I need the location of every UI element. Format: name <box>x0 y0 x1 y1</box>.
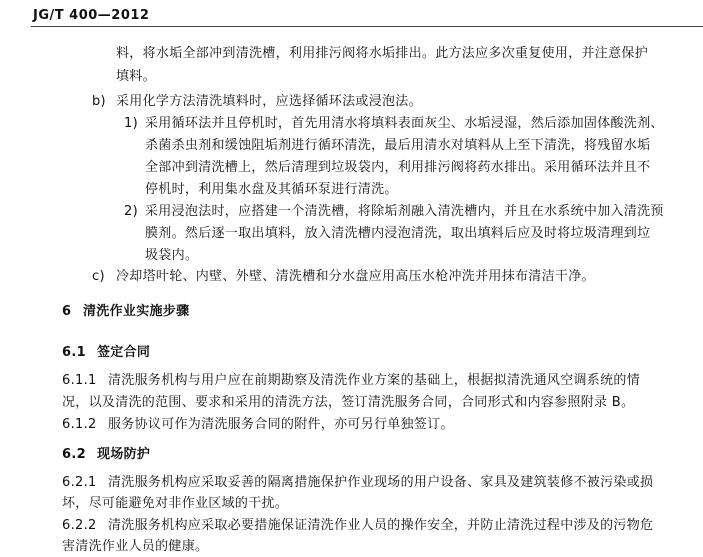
clause-6-2-1-line-1: 清洗服务机构应采取妥善的隔离措施保护作业现场的用户设备、家具及建筑装修不被污染或损 <box>108 475 654 490</box>
clause-6-2-1-number: 6.2.1 <box>62 475 97 490</box>
sub-item-2-line-1: 采用浸泡法时，应搭建一个清洗槽，将除垢剂融入清洗槽内，并且在水系统中加入清洗预 <box>145 204 664 219</box>
clause-6-2-2-number: 6.2.2 <box>62 518 97 533</box>
section-6-number: 6 <box>62 304 72 319</box>
clause-6-1-2-number: 6.1.2 <box>62 417 97 432</box>
clause-6-2-1-line-2: 坏，尽可能避免对非作业区域的干扰。 <box>62 496 289 511</box>
clause-6-1-1-line-2: 况，以及清洗的范围、要求和采用的清洗方法，签订清洗服务合同，合同形式和内容参照附录 B。 <box>62 395 635 410</box>
sub-item-1-line-2: 杀菌杀虫剂和缓蚀阻垢剂进行循环清洗，最后用清水对填料从上至下清洗，将残留水垢 <box>145 138 651 153</box>
sub-item-1-line-4: 停机时，利用集水盘及其循环泵进行清洗。 <box>145 182 398 197</box>
standard-code-header: JG/T 400—2012 <box>33 8 150 23</box>
sub-item-1-line-3: 全部冲到清洗槽上，然后清理到垃圾袋内，利用排污阀将药水排出。采用循环法并且不 <box>145 160 651 175</box>
section-6-title: 清洗作业实施步骤 <box>83 304 190 319</box>
sub-item-2-line-2: 膜剂。然后逐一取出填料，放入清洗槽内浸泡清洗，取出填料后应及时将垃圾清理到垃 <box>145 226 651 241</box>
sub-item-1-line-1: 采用循环法并且停机时，首先用清水将填料表面灰尘、水垢浸湿，然后添加固体酸洗剂、 <box>145 116 664 131</box>
clause-6-1-2-text: 服务协议可作为清洗服务合同的附件，亦可另行单独签订。 <box>108 417 454 432</box>
clause-6-1-1-number: 6.1.1 <box>62 373 97 388</box>
subsection-6-2-title: 现场防护 <box>97 447 151 462</box>
subsection-6-1-number: 6.1 <box>62 345 86 360</box>
intro-line-1: 料，将水垢全部冲到清洗槽，利用排污阀将水垢排出。此方法应多次重复使用，并注意保护 <box>116 46 649 61</box>
clause-6-2-2-line-1: 清洗服务机构应采取必要措施保证清洗作业人员的操作安全，并防止清洗过程中涉及的污物危 <box>108 518 654 533</box>
sub-item-1-marker: 1) <box>124 116 138 131</box>
intro-line-2: 填料。 <box>116 69 156 84</box>
header-rule <box>31 26 703 27</box>
clause-6-1-1-line-1: 清洗服务机构与用户应在前期勘察及清洗作业方案的基础上，根据拟清洗通风空调系统的情 <box>108 373 641 388</box>
sub-item-2-marker: 2) <box>124 204 138 219</box>
subsection-6-1-title: 签定合同 <box>97 345 151 360</box>
sub-item-2-line-3: 圾袋内。 <box>145 248 199 263</box>
item-b-marker: b) <box>92 94 106 109</box>
item-c-text: 冷却塔叶轮、内壁、外壁、清洗槽和分水盘应用高压水枪冲洗并用抹布清洁干净。 <box>116 269 595 284</box>
clause-6-2-2-line-2: 害清洗作业人员的健康。 <box>62 539 209 554</box>
subsection-6-2-number: 6.2 <box>62 447 86 462</box>
item-b-text: 采用化学方法清洗填料时，应选择循环法或浸泡法。 <box>116 94 422 109</box>
item-c-marker: c) <box>92 269 105 284</box>
